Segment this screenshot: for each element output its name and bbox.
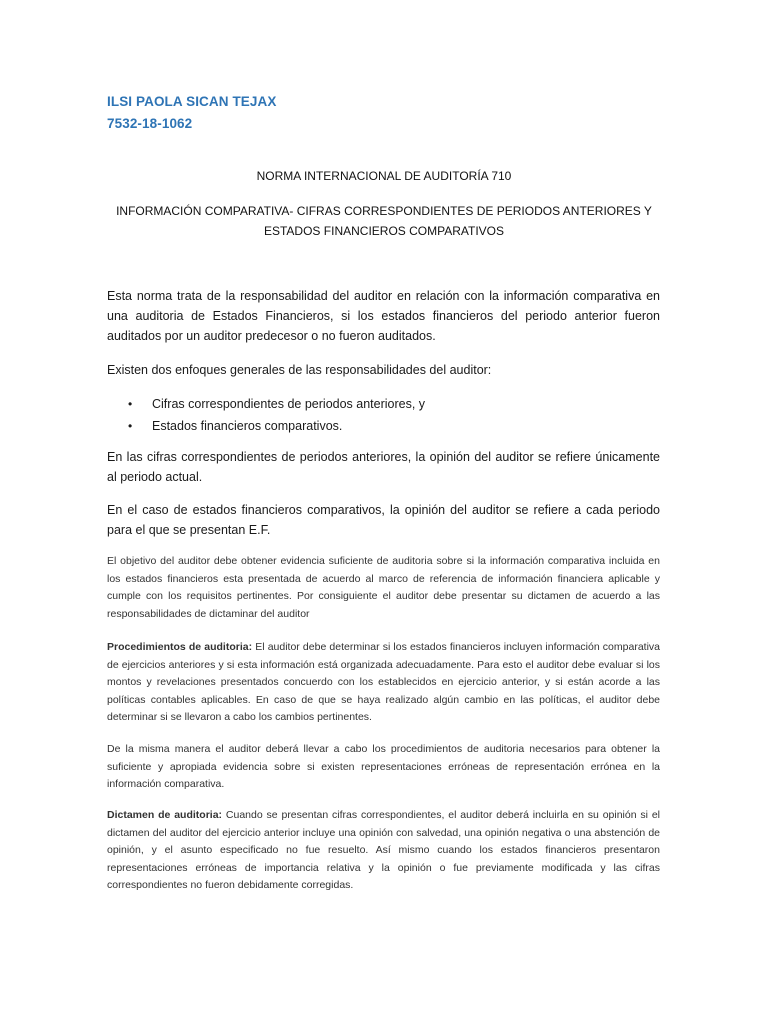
paragraph-opinion — [107, 807, 660, 895]
opinion-text: Cuando se presentan cifras correspondientes, el auditor deberá incluirla en su opinión si el dictamen del auditor del ejercicio anterior incluye una opinión con salvedad, una opinión negativa o una abstención de opinión, y el asunto especificado no fue resuelto. Así mismo cuando los estados financieros presentaron representaciones erróneas de importancia relativa y la opinión o fue previamente modificada y las cifras correspondientes no fueron debidamente corregidas. — [107, 809, 660, 891]
subtitle-line-1: INFORMACIÓN COMPARATIVA- CIFRAS CORRESPONDIENTES DE PERIODOS ANTERIORES Y — [116, 204, 652, 218]
list-item-text: Cifras correspondientes de periodos anteriores, y — [152, 397, 426, 411]
paragraph-intro: Esta norma trata de la responsabilidad del auditor en relación con la información comparativa en una auditoria de Estados Financieros, si los estados financieros del periodo anterior fueron auditados por un auditor predecesor o no fueron auditados. — [107, 289, 660, 343]
paragraph-procedures — [107, 639, 660, 727]
paragraph-approaches: Existen dos enfoques generales de las responsabilidades del auditor: — [107, 363, 492, 377]
author-id: 7532-18-1062 — [107, 116, 193, 131]
author-name: ILSI PAOLA SICAN TEJAX — [107, 94, 277, 109]
opinion-label: Dictamen de auditoria: — [107, 809, 223, 821]
procedures-text: El auditor debe determinar si los estados financieros incluyen información comparativa de ejercicios anteriores y si esta información está organizada adecuadamente. Para esto el auditor debe evaluar si los montos y revelaciones presentados concuerdo con los establecidos en ejercicio anterior, y si están acorde a las políticas contables aplicables. En caso de que se haya realizado algún cambio en las políticas, el auditor debe determinar si se llevaron a cabo los cambios pertinentes. — [107, 641, 660, 723]
subtitle — [100, 201, 668, 241]
paragraph-corresponding-figures: En las cifras correspondientes de periodos anteriores, la opinión del auditor se refiere únicamente al periodo actual. — [107, 450, 660, 484]
bullet-icon: • — [128, 397, 133, 411]
procedures-label: Procedimientos de auditoria: — [107, 641, 253, 653]
list-item — [128, 393, 425, 415]
norm-title: NORMA INTERNACIONAL DE AUDITORÍA 710 — [256, 169, 512, 183]
paragraph-evidence: De la misma manera el auditor deberá llevar a cabo los procedimientos de auditoria necesarios para obtener la suficiente y apropiada evidencia sobre si existen representaciones erróneas de representación errónea en la información comparativa. — [107, 743, 660, 790]
list-item-text: Estados financieros comparativos. — [152, 419, 343, 433]
bullet-icon: • — [128, 419, 133, 433]
bullet-list — [128, 393, 425, 437]
subtitle-line-2: ESTADOS FINANCIEROS COMPARATIVOS — [263, 224, 505, 238]
paragraph-objective: El objetivo del auditor debe obtener evidencia suficiente de auditoria sobre si la información comparativa incluida en los estados financieros esta presentada de acuerdo al marco de referencia de información financiera aplicable y cumple con los requisitos pertinentes. Por consiguiente el auditor debe presentar su dictamen de acuerdo a las responsabilidades de dictaminar del auditor — [107, 555, 660, 620]
list-item — [128, 415, 425, 437]
paragraph-comparative-statements: En el caso de estados financieros comparativos, la opinión del auditor se refiere a cada periodo para el que se presentan E.F. — [107, 503, 660, 537]
